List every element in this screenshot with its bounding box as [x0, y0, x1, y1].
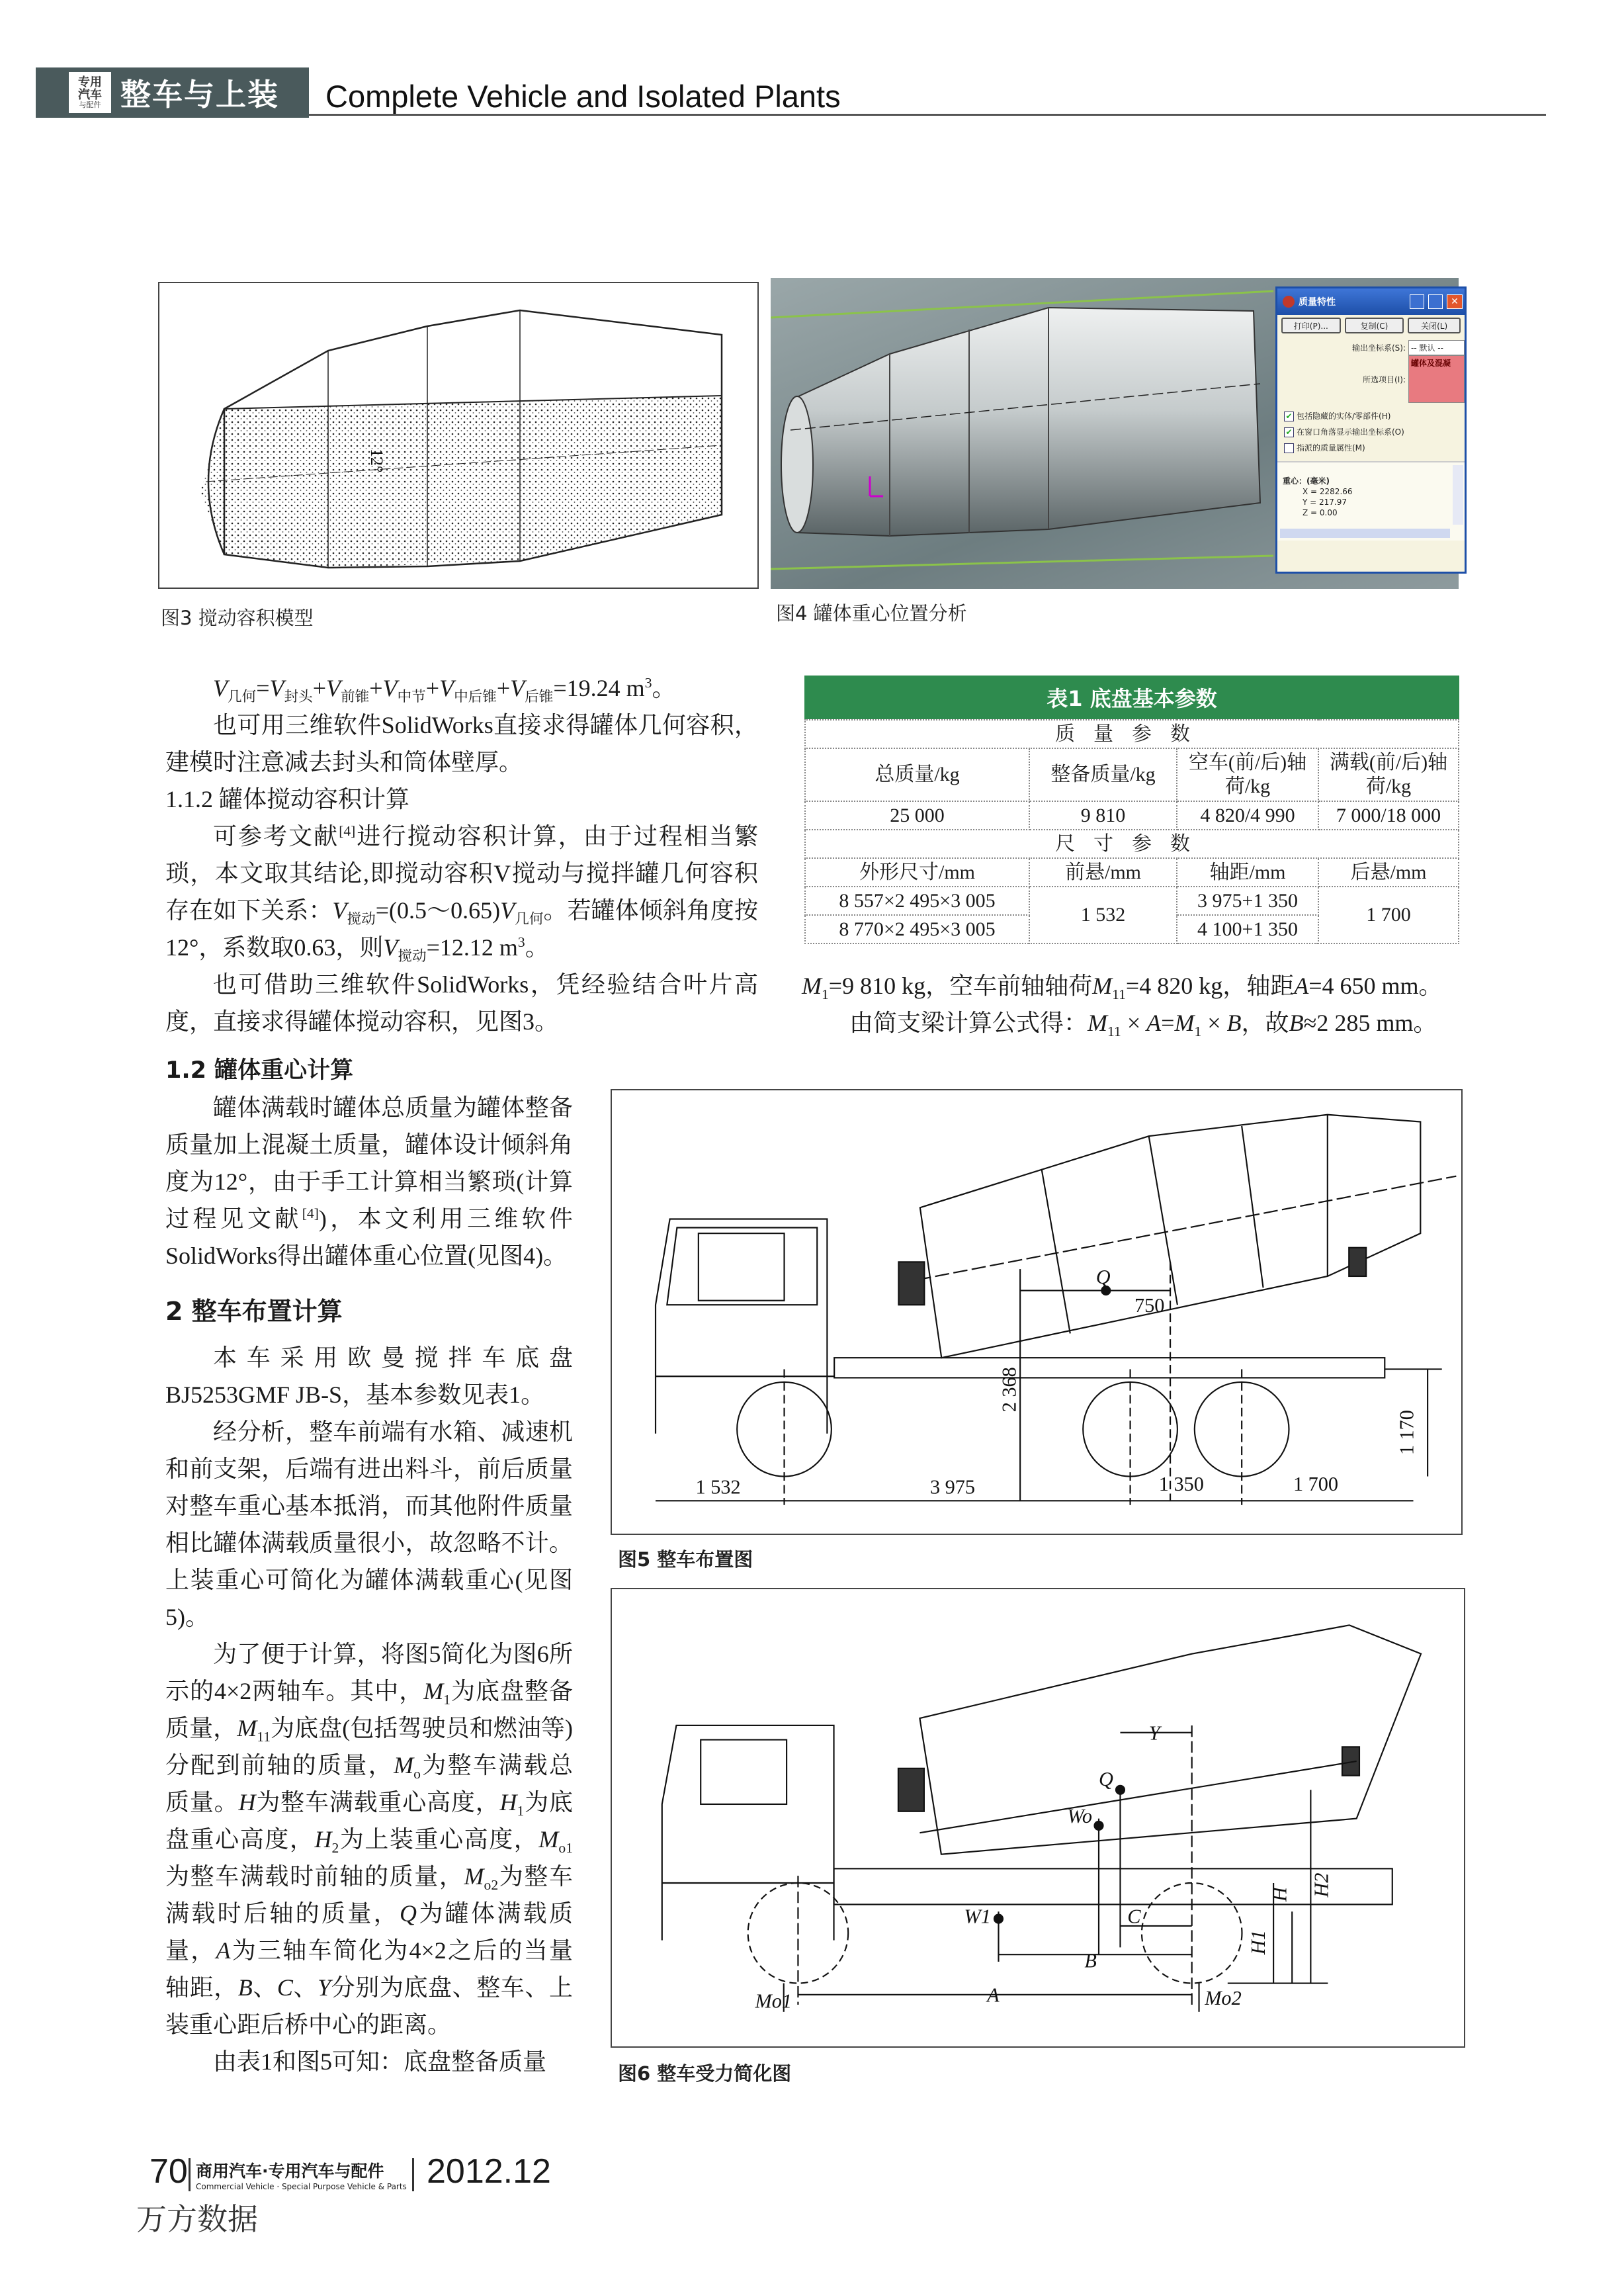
text-run: M	[802, 973, 822, 999]
copy-button[interactable]: 复制(C)	[1345, 318, 1404, 333]
checkbox-label: 在窗口角落显示输出坐标系(O)	[1297, 427, 1404, 437]
text-run: o	[413, 1766, 421, 1782]
text-run: 为整车满载重心高度，	[255, 1789, 500, 1815]
dim-750: 750	[1134, 1294, 1165, 1317]
text-run: B	[1289, 1010, 1304, 1036]
text-run: =(0.5～0.65)	[375, 897, 501, 924]
checkbox-label: 包括隐藏的实体/零部件(H)	[1297, 412, 1391, 421]
text-run: 可参考文献	[213, 823, 339, 850]
text-run: 为上装重心高度，	[339, 1826, 539, 1853]
output-coordinate-label: 输出坐标系(S):	[1351, 343, 1406, 353]
text-run: H	[314, 1826, 332, 1853]
text-run: 为底盘重心高度，	[165, 1789, 573, 1853]
text-run: H	[499, 1789, 517, 1815]
section-title-en: Complete Vehicle and Isolated Plants	[325, 79, 841, 114]
text-run: 几何	[228, 689, 257, 705]
text-run: V	[326, 675, 341, 701]
text-run: 2	[331, 1840, 339, 1857]
journal-name-en: Commercial Vehicle · Special Purpose Vehicle & Parts	[196, 2182, 407, 2191]
text-run: 11	[257, 1729, 271, 1745]
body-text-block-2	[165, 1052, 573, 2080]
text-run: M	[1088, 1010, 1108, 1036]
text-run: 也可借助三维软件SolidWorks，凭经验结合叶片高度，直接求得罐体搅动容积，见图3。	[165, 971, 758, 1035]
text-run: 中节	[397, 689, 426, 705]
text-run: 1.1.2 罐体搅动容积计算	[165, 786, 410, 812]
text-run: =4 820 kg，轴距	[1125, 973, 1295, 999]
label-q: Q	[1095, 1265, 1111, 1288]
dim-1170: 1 170	[1395, 1410, 1418, 1456]
table-cell: 1 700	[1318, 887, 1459, 943]
text-run: 。	[652, 675, 676, 701]
table-header: 前悬/mm	[1029, 858, 1177, 887]
table-1-title: 表1 底盘基本参数	[804, 676, 1459, 719]
table-header: 后悬/mm	[1318, 858, 1459, 887]
solidworks-app-icon	[1283, 296, 1295, 308]
table-1-chassis-parameters	[804, 719, 1459, 944]
tilt-angle-label: 12°	[367, 449, 386, 473]
checkbox-assigned-mass[interactable]	[1284, 440, 1458, 456]
paragraph	[802, 967, 1463, 1004]
result-x: X = 2282.66	[1303, 487, 1353, 496]
text-run: 本车采用欧曼搅拌车底盘BJ5253GMF JB-S，基本参数见表1。	[165, 1344, 573, 1408]
dim-1350: 1 350	[1158, 1473, 1204, 1496]
label-w1: W1	[964, 1905, 991, 1928]
label-c: C	[1127, 1905, 1141, 1928]
table-cell: 4 100+1 350	[1177, 915, 1318, 943]
table-header: 整备质量/kg	[1029, 748, 1177, 801]
text-run: 为了便于计算，将图5简化为图6所示的4×2两轴车。其中，	[165, 1641, 573, 1704]
text-run: 2 整车布置计算	[165, 1297, 343, 1326]
text-run: 为底盘整备质量，	[165, 1678, 573, 1741]
figure-3-caption: 图3 搅动容积模型	[161, 607, 314, 629]
print-button[interactable]: 打印(P)...	[1281, 318, 1341, 333]
text-run: =4 650 mm。	[1308, 973, 1443, 999]
text-run: )，本文利用三维软件SolidWorks得出罐体重心位置(见图4)。	[165, 1205, 573, 1269]
text-run: V	[500, 897, 515, 924]
text-run: 、	[252, 1974, 277, 2001]
text-run: =	[1161, 1010, 1175, 1036]
table-cell: 8 557×2 495×3 005	[805, 887, 1029, 915]
label-b: B	[1084, 1949, 1097, 1972]
logo-line: 汽车	[78, 88, 102, 102]
text-run: 1	[443, 1692, 451, 1708]
text-run: 进行搅动容积计算，由于过程相当繁琐，本文取其结论,即搅动容积V搅动与搅拌罐几何容积存在如下关系：	[165, 823, 758, 924]
concrete-fill	[200, 396, 722, 568]
text-run: V	[213, 675, 228, 701]
result-z: Z = 0.00	[1303, 508, 1338, 517]
text-run: [4]	[339, 823, 356, 839]
results-title: 重心：(毫米)	[1283, 476, 1330, 486]
text-run: M	[237, 1715, 257, 1741]
text-run: [4]	[302, 1205, 319, 1221]
text-run: 罐体满载时罐体总质量为罐体整备质量加上混凝土质量，罐体设计倾斜角度为12°，由于手工计算相当繁琐(计算过程见文献	[165, 1094, 573, 1232]
paragraph	[802, 1004, 1463, 1041]
text-run: =9 810 kg，空车前轴轴荷	[828, 973, 1093, 999]
section-header-bar	[36, 67, 309, 118]
checkbox-show-coordinate[interactable]	[1284, 424, 1458, 440]
text-run: 为整车满载时后轴的质量，	[165, 1863, 573, 1927]
header-rule	[309, 114, 1546, 116]
text-run: 1	[822, 986, 829, 1003]
table-cell: 8 770×2 495×3 005	[805, 915, 1029, 943]
horizontal-scrollbar[interactable]	[1280, 529, 1450, 538]
section-heading	[165, 1052, 573, 1089]
text-run: M	[538, 1826, 559, 1853]
checkbox-include-hidden[interactable]	[1284, 408, 1458, 424]
paragraph	[165, 1339, 573, 1413]
table-cell: 4 820/4 990	[1177, 801, 1318, 830]
text-run: ×	[1201, 1010, 1227, 1036]
text-run: 为三轴车简化为4×2之后的当量轴距，	[165, 1937, 573, 2001]
text-run: M	[1092, 973, 1113, 999]
logo-line: 专用	[78, 75, 102, 89]
text-run: 为底盘(包括驾驶员和燃油等)分配到前轴的质量，	[165, 1715, 573, 1778]
label-y: Y	[1148, 1722, 1160, 1745]
paragraph	[165, 1636, 573, 2043]
label-h2: H2	[1310, 1872, 1333, 1898]
section-heading	[165, 1291, 573, 1331]
results-panel	[1277, 461, 1465, 541]
figure-5-vehicle-layout	[611, 1089, 1463, 1535]
text-run: M	[1174, 1010, 1195, 1036]
table-section-mass: 质量参数	[805, 720, 1459, 748]
mass-properties-dialog	[1275, 286, 1467, 574]
logo-line: 与配件	[79, 101, 101, 109]
text-run: 搅动	[398, 948, 427, 965]
label-wo: Wo	[1067, 1805, 1092, 1828]
table-cell: 25 000	[805, 801, 1029, 830]
table-cell: 9 810	[1029, 801, 1177, 830]
text-run: V	[332, 897, 347, 924]
text-run: 也可用三维软件SolidWorks直接求得罐体几何容积，建模时注意减去封头和筒体壁厚。	[165, 712, 758, 775]
section-title-cn: 整车与上装	[120, 77, 279, 112]
figure-4-caption: 图4 罐体重心位置分析	[776, 602, 967, 625]
text-run: 几何	[515, 911, 544, 928]
text-run: 为整车满载总质量。	[165, 1752, 573, 1815]
label-h: H	[1268, 1887, 1291, 1902]
text-run: 前锥	[341, 689, 370, 705]
paragraph	[165, 966, 758, 1040]
table-cell: 7 000/18 000	[1318, 801, 1459, 830]
text-run: 、	[292, 1974, 318, 2001]
text-run: M	[394, 1752, 414, 1778]
page-number: 70	[150, 2152, 188, 2191]
text-run: 后锥	[525, 689, 554, 705]
text-run: 3	[644, 675, 652, 691]
journal-logo	[69, 72, 111, 113]
label-a: A	[987, 1984, 1000, 2007]
issue-date: 2012.12	[427, 2152, 551, 2191]
table-cell: 3 975+1 350	[1177, 887, 1318, 915]
text-run: C	[277, 1974, 293, 2001]
label-h1: H1	[1247, 1930, 1270, 1955]
text-run: ×	[1121, 1010, 1147, 1036]
text-run: A	[216, 1937, 231, 1964]
text-run: 11	[1107, 1024, 1121, 1040]
text-run: B	[237, 1974, 253, 2001]
text-run: 。若罐体倾斜角度按12°，系数取0.63，则	[165, 897, 758, 961]
text-run: 1	[517, 1803, 525, 1819]
dim-2368: 2 368	[998, 1367, 1021, 1413]
text-run: Y	[318, 1974, 331, 2001]
dialog-titlebar[interactable]	[1277, 288, 1465, 315]
text-run: 搅动	[347, 911, 376, 928]
body-text-right	[802, 967, 1463, 1041]
table-header: 外形尺寸/mm	[805, 858, 1029, 887]
label-q: Q	[1099, 1767, 1113, 1790]
text-run: M	[423, 1678, 444, 1704]
paragraph	[165, 707, 758, 781]
text-run: V	[439, 675, 454, 701]
checkbox-checked[interactable]: ✔	[1284, 427, 1294, 437]
section-heading	[165, 781, 758, 818]
paragraph	[165, 1089, 573, 1274]
text-run: =19.24 m	[553, 675, 645, 701]
text-run: 由表1和图5可知：底盘整备质量	[213, 2048, 547, 2075]
text-run: 分别为底盘、整车、上装重心距后桥中心的距离。	[165, 1974, 573, 2038]
text-run: +	[496, 675, 511, 701]
table-header: 总质量/kg	[805, 748, 1029, 801]
text-run: ，故	[1241, 1010, 1289, 1036]
table-header: 轴距/mm	[1177, 858, 1318, 887]
text-run: +	[312, 675, 327, 701]
paragraph	[165, 670, 758, 707]
text-run: 1	[1194, 1024, 1202, 1040]
paragraph	[165, 1413, 573, 1636]
maximize-icon[interactable]	[1428, 294, 1443, 309]
text-run: o2	[484, 1877, 499, 1894]
checkbox-checked[interactable]: ✔	[1284, 412, 1294, 421]
minimize-icon[interactable]	[1410, 294, 1424, 309]
chassis-frame	[834, 1358, 1385, 1377]
cab-drawing	[662, 1726, 834, 1941]
text-run: A	[1294, 973, 1309, 999]
cab-drawing	[656, 1219, 834, 1434]
text-run: +	[425, 675, 440, 701]
journal-name-cn: 商用汽车·专用汽车与配件	[196, 2162, 384, 2181]
selected-items-label: 所选项目(I):	[1363, 374, 1406, 384]
table-header: 满载(前/后)轴荷/kg	[1318, 748, 1459, 801]
text-run: V	[382, 675, 398, 701]
text-run: ≈2 285 mm。	[1303, 1010, 1437, 1036]
figure-6-caption: 图6 整车受力简化图	[618, 2062, 792, 2085]
paragraph	[165, 818, 758, 966]
checkbox-label: 指派的质量属性(M)	[1297, 443, 1365, 453]
text-run: H	[238, 1789, 256, 1815]
text-run: V	[383, 934, 398, 961]
text-run: +	[369, 675, 383, 701]
journal-name	[189, 2158, 414, 2191]
dim-1700: 1 700	[1293, 1473, 1339, 1496]
output-coordinate-select[interactable]: -- 默认 --	[1408, 340, 1465, 355]
dialog-title: 质量特性	[1299, 297, 1336, 308]
label-mo1: Mo1	[755, 1989, 792, 2013]
text-run: 由简支梁计算公式得：	[849, 1010, 1088, 1036]
mixer-drum	[898, 1115, 1456, 1358]
table-header: 空车(前/后)轴荷/kg	[1177, 748, 1318, 801]
text-run: o1	[558, 1840, 573, 1857]
watermark-text: 万方数据	[136, 2203, 258, 2236]
text-run: V	[510, 675, 525, 701]
text-run: 11	[1112, 986, 1126, 1003]
text-run: V	[269, 675, 284, 701]
label-mo2: Mo2	[1205, 1986, 1242, 2009]
chassis-frame	[834, 1868, 1392, 1904]
dim-1532: 1 532	[695, 1475, 741, 1499]
close-button[interactable]: 关闭(L)	[1408, 318, 1461, 333]
text-run: M	[464, 1863, 484, 1890]
vertical-scrollbar[interactable]	[1453, 465, 1463, 525]
text-run: Q	[399, 1900, 417, 1927]
text-run: 中后锥	[454, 689, 497, 705]
result-y: Y = 217.97	[1303, 498, 1347, 507]
text-run: =12.12 m	[426, 934, 518, 961]
dim-3975: 3 975	[929, 1475, 976, 1499]
figure-6-force-diagram	[611, 1588, 1465, 2048]
dimension-lines	[656, 1262, 1442, 1501]
text-run: 。	[525, 934, 549, 961]
selected-items-list[interactable]: 罐体及混凝	[1408, 355, 1465, 403]
body-text-block-1	[165, 670, 758, 1040]
text-run: 经分析，整车前端有水箱、减速机和前支架，后端有进出料斗，前后质量对整车重心基本抵消，而其他附件质量相比罐体满载质量很小，故忽略不计。上装重心可简化为罐体满载重心(见图5)。	[165, 1419, 573, 1630]
text-run: 为罐体满载质量，	[165, 1900, 573, 1964]
close-icon[interactable]: ✕	[1447, 294, 1463, 309]
text-run: B	[1226, 1010, 1242, 1036]
paragraph	[165, 2043, 573, 2080]
text-run: 1.2 罐体重心计算	[165, 1057, 354, 1084]
table-cell: 1 532	[1029, 887, 1177, 943]
figure-3-mixing-volume-model	[158, 282, 759, 589]
figure-5-caption: 图5 整车布置图	[618, 1548, 753, 1571]
text-run: 3	[517, 934, 525, 950]
text-run: 为整车满载时前轴的质量，	[165, 1863, 464, 1890]
checkbox-unchecked[interactable]	[1284, 443, 1294, 453]
text-run: 封头	[284, 689, 313, 705]
text-run: =	[256, 675, 270, 701]
table-section-dimensions: 尺寸参数	[805, 830, 1459, 858]
text-run: A	[1146, 1010, 1162, 1036]
